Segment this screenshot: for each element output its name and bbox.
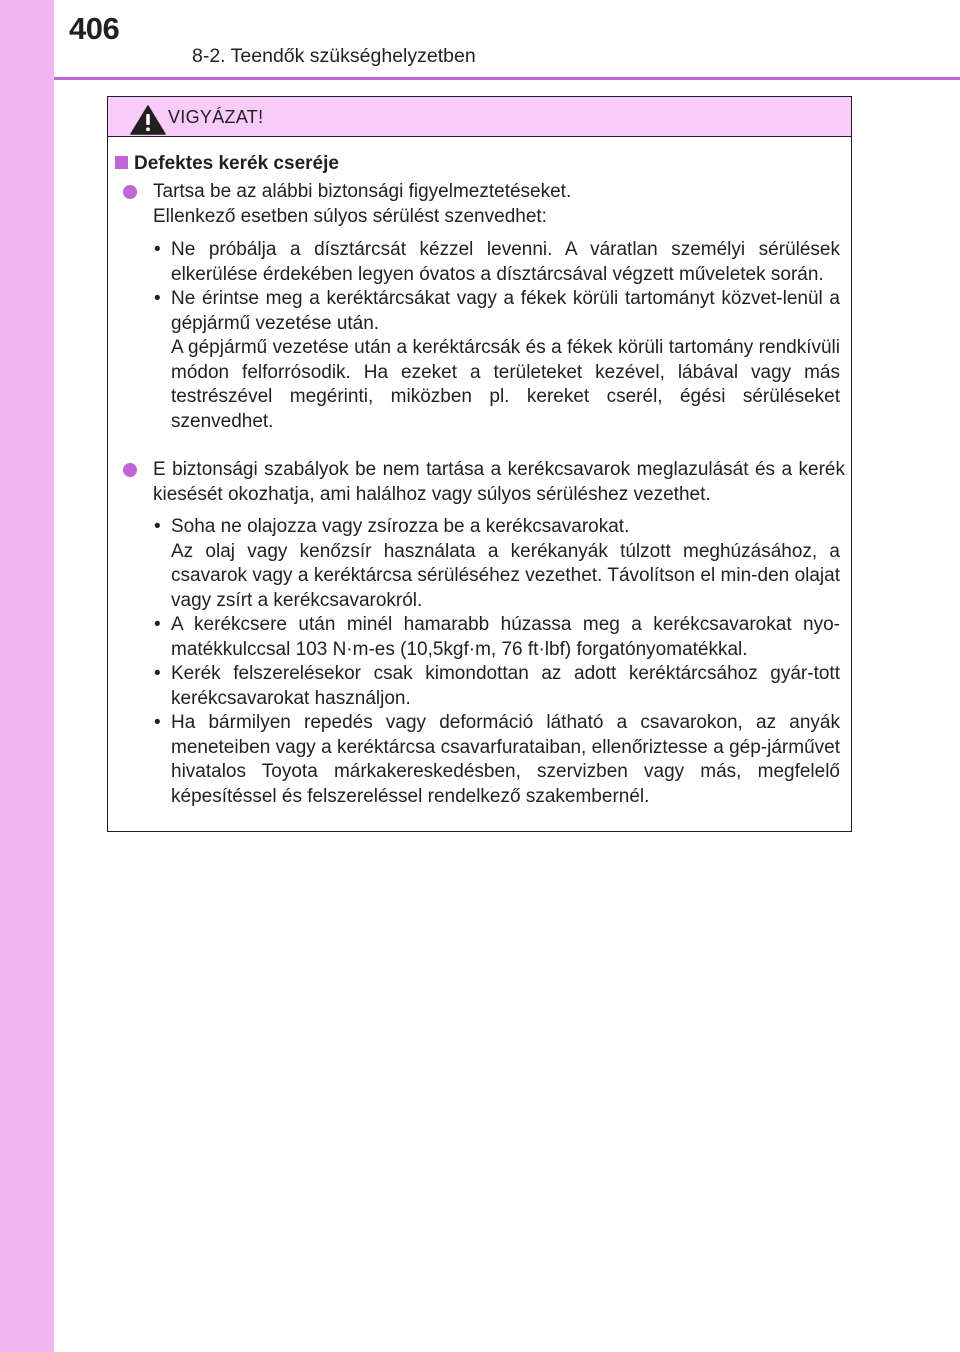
- header-divider: [54, 77, 960, 80]
- bullet-dot: •: [154, 663, 161, 684]
- list-item: [152, 287, 840, 434]
- caution-item-text: E biztonsági szabályok be nem tartása a kerékcsavarok meglazulását és a kerék kiesését okozhatja, ami halálhoz vagy súlyos sérüléshez vezethet.: [153, 459, 845, 505]
- list-item: [152, 515, 840, 613]
- section-title: 8-2. Teendők szükséghelyzetben: [192, 45, 476, 67]
- caution-heading-text: Defektes kerék cseréje: [134, 153, 339, 174]
- list-item-text: Ne érintse meg a keréktárcsákat vagy a fékek körüli tartományt közvet-lenül a gépjármű vezetése után.: [171, 288, 840, 334]
- caution-item-line: Tartsa be az alábbi biztonsági figyelmeztetéseket.: [153, 181, 572, 202]
- caution-heading: [115, 152, 339, 176]
- caution-item-text: [153, 180, 845, 229]
- circle-bullet-icon: [123, 463, 137, 477]
- bullet-dot: •: [154, 288, 161, 309]
- circle-bullet-icon: [123, 185, 137, 199]
- list-item-text: A kerékcsere után minél hamarabb húzassa meg a kerékcsavarokat nyo-matékkulccsal 103 N·m-es (10,5kgf·m, 76 ft·lbf) forgatónyomatékkal.: [171, 614, 840, 660]
- bullet-dot: •: [154, 239, 161, 260]
- bullet-dot: •: [154, 516, 161, 537]
- list-item-text: Kerék felszerelésekor csak kimondottan az adott keréktárcsához gyár-tott kerékcsavarokat használjon.: [171, 663, 840, 709]
- square-bullet-icon: [115, 156, 128, 169]
- list-item-text: Soha ne olajozza vagy zsírozza be a kerékcsavarokat.: [171, 516, 630, 537]
- caution-label: VIGYÁZAT!: [168, 107, 264, 127]
- caution-item: [123, 180, 845, 229]
- list-item: [152, 613, 840, 662]
- caution-header: [108, 97, 851, 137]
- list-item-subtext: A gépjármű vezetése után a keréktárcsák és a fékek körüli tartomány rendkívüli módon felforrósodik. Ha ezeket a területeket kezével, lábával vagy más testrészével megérinti, miközben pl. kereket cserél, égési sérüléseket szenvedhet.: [171, 337, 840, 432]
- warning-triangle-icon: [130, 105, 166, 135]
- bullet-list: [152, 238, 840, 434]
- caution-item: [123, 458, 845, 507]
- list-item: [152, 662, 840, 711]
- bullet-dot: •: [154, 712, 161, 733]
- caution-box: [107, 96, 852, 832]
- list-item: [152, 238, 840, 287]
- list-item-text: Ha bármilyen repedés vagy deformáció látható a csavarokon, az anyák meneteiben vagy a keréktárcsa csavarfurataiban, ellenőriztesse a gép-járművet hivatalos Toyota márkakereskedésben, szervizben vagy más, megfelelő képesítéssel és felszereléssel rendelkező szakembernél.: [171, 712, 840, 807]
- bullet-list: [152, 515, 840, 809]
- caution-item-line: Ellenkező esetben súlyos sérülést szenvedhet:: [153, 205, 547, 227]
- list-item-text: Ne próbálja a dísztárcsát kézzel levenni. A váratlan személyi sérülések elkerülése érdekében legyen óvatos a dísztárcsával végzett műveletek során.: [171, 239, 840, 285]
- bullet-dot: •: [154, 614, 161, 635]
- list-item: [152, 711, 840, 809]
- list-item-subtext: Az olaj vagy kenőzsír használata a kerékanyák túlzott meghúzásához, a csavarok vagy a keréktárcsa sérüléséhez vezethet. Távolítson el min-den olajat vagy zsírt a kerékcsavarokról.: [171, 540, 840, 611]
- side-color-strip: [0, 0, 54, 1352]
- page-number: 406: [69, 11, 120, 46]
